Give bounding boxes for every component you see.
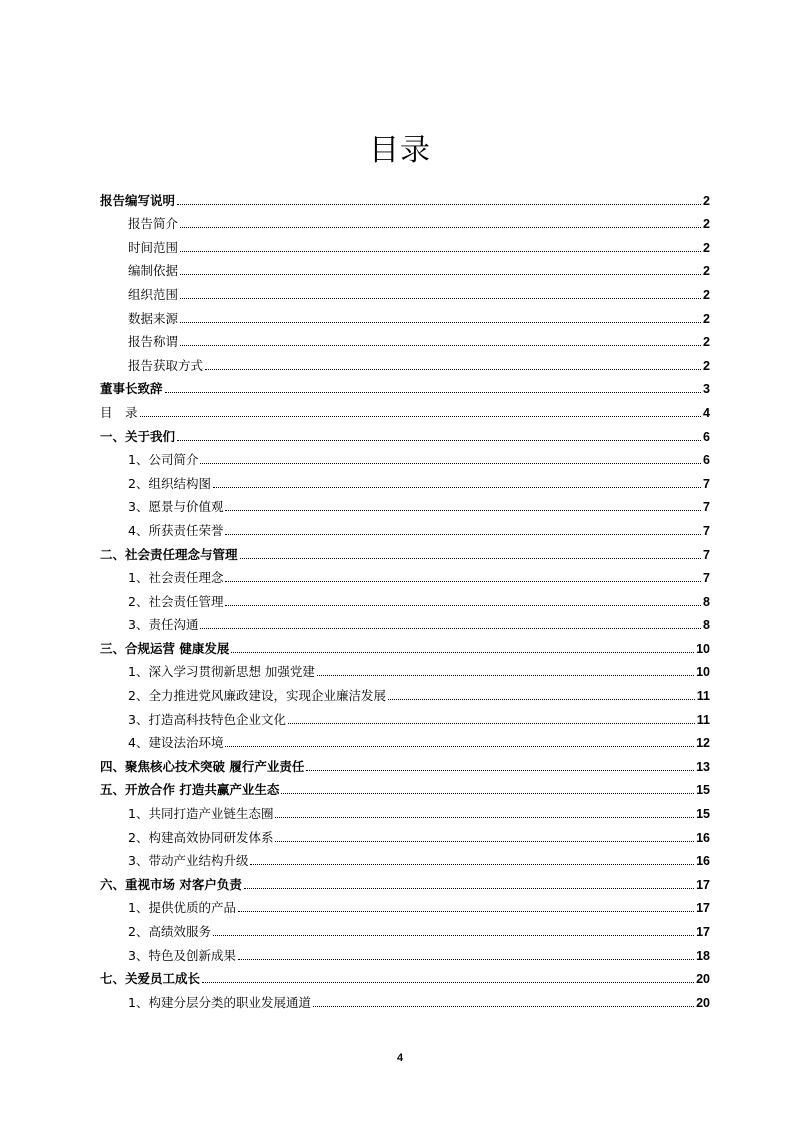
toc-dot-leader <box>205 369 701 370</box>
toc-dot-leader <box>225 510 701 511</box>
toc-entry-label: 3、责任沟通 <box>128 617 199 633</box>
toc-entry-label: 2、构建高效协同研发体系 <box>128 829 274 845</box>
toc-dot-leader <box>140 416 702 417</box>
toc-entry-page: 2 <box>703 193 710 208</box>
toc-entry-page: 13 <box>696 759 710 774</box>
toc-entry-label: 2、社会责任管理 <box>128 593 224 609</box>
toc-entry[interactable] <box>100 870 710 894</box>
table-of-contents <box>100 186 710 1012</box>
toc-entry-label: 报告获取方式 <box>128 357 204 373</box>
toc-dot-leader <box>388 699 695 700</box>
toc-dot-leader <box>213 935 694 936</box>
toc-entry-label: 四、聚焦核心技术突破 履行产业责任 <box>100 758 305 774</box>
toc-entry[interactable] <box>100 493 710 517</box>
toc-dot-leader <box>275 841 694 842</box>
toc-entry-page: 17 <box>696 925 710 939</box>
toc-entry[interactable] <box>100 351 710 375</box>
toc-entry[interactable] <box>100 186 710 210</box>
toc-entry-page: 2 <box>703 240 710 255</box>
toc-entry-label: 1、社会责任理念 <box>128 570 224 586</box>
toc-dot-leader <box>317 675 694 676</box>
toc-dot-leader <box>180 345 701 346</box>
toc-entry-page: 11 <box>696 689 710 704</box>
toc-entry-label: 报告编写说明 <box>100 192 176 208</box>
toc-entry[interactable] <box>100 823 710 847</box>
toc-entry-page: 7 <box>703 476 710 491</box>
toc-dot-leader <box>240 558 702 559</box>
toc-entry[interactable] <box>100 752 710 776</box>
toc-entry[interactable] <box>100 304 710 328</box>
toc-dot-leader <box>180 298 701 299</box>
toc-dot-leader <box>177 204 701 205</box>
toc-entry[interactable] <box>100 611 710 635</box>
toc-entry[interactable] <box>100 422 710 446</box>
toc-entry-label: 三、合规运营 健康发展 <box>100 640 230 656</box>
toc-entry-label: 1、构建分层分类的职业发展通道 <box>128 994 311 1010</box>
toc-entry-label: 2、高绩效服务 <box>128 924 211 939</box>
toc-entry[interactable] <box>100 965 710 989</box>
toc-dot-leader <box>306 770 694 771</box>
toc-dot-leader <box>202 982 694 983</box>
toc-entry-page: 7 <box>703 571 710 586</box>
toc-entry[interactable] <box>100 917 710 941</box>
toc-dot-leader <box>275 817 694 818</box>
toc-dot-leader <box>225 605 701 606</box>
page-number: 4 <box>396 1052 404 1064</box>
toc-entry-page: 4 <box>703 405 710 420</box>
toc-entry[interactable] <box>100 469 710 493</box>
toc-entry-label: 3、特色及创新成果 <box>128 947 236 963</box>
toc-entry-label: 六、重视市场 对客户负责 <box>100 876 242 892</box>
toc-entry[interactable] <box>100 398 710 422</box>
toc-entry-page: 10 <box>696 641 710 656</box>
toc-entry[interactable] <box>100 941 710 965</box>
toc-entry-page: 15 <box>696 783 710 798</box>
toc-dot-leader <box>281 793 694 794</box>
toc-dot-leader <box>288 723 695 724</box>
toc-entry-label: 4、所获责任荣誉 <box>128 522 224 538</box>
toc-entry-page: 17 <box>696 901 710 916</box>
toc-dot-leader <box>177 440 701 441</box>
toc-entry-page: 12 <box>696 736 710 751</box>
toc-entry-label: 3、带动产业结构升级 <box>128 853 249 869</box>
toc-entry-page: 6 <box>703 429 710 444</box>
toc-entry-page: 16 <box>696 854 710 869</box>
toc-entry-page: 3 <box>703 382 710 397</box>
toc-entry-label: 3、愿景与价值观 <box>128 499 224 515</box>
toc-entry[interactable] <box>100 988 710 1012</box>
toc-dot-leader <box>213 487 701 488</box>
toc-dot-leader <box>225 581 701 582</box>
toc-entry[interactable] <box>100 328 710 352</box>
toc-entry[interactable] <box>100 210 710 234</box>
toc-entry-page: 11 <box>696 712 710 727</box>
toc-entry[interactable] <box>100 705 710 729</box>
toc-entry-label: 1、公司简介 <box>128 452 199 468</box>
toc-entry-page: 2 <box>703 311 710 326</box>
toc-entry-label: 3、打造高科技特色企业文化 <box>128 711 286 727</box>
toc-entry-page: 8 <box>703 618 710 633</box>
toc-entry-label: 4、建设法治环境 <box>128 735 224 751</box>
toc-entry-label: 报告称谓 <box>128 334 179 350</box>
toc-entry-page: 2 <box>703 264 710 279</box>
toc-entry[interactable] <box>100 446 710 470</box>
toc-entry[interactable] <box>100 564 710 588</box>
toc-dot-leader <box>313 1006 694 1007</box>
toc-entry[interactable] <box>100 847 710 871</box>
toc-dot-leader <box>225 746 694 747</box>
toc-entry[interactable] <box>100 280 710 304</box>
toc-entry-label: 1、共同打造产业链生态圈 <box>128 806 274 822</box>
toc-entry-page: 16 <box>696 830 710 845</box>
toc-dot-leader <box>238 911 694 912</box>
toc-entry[interactable] <box>100 658 710 682</box>
toc-entry[interactable] <box>100 257 710 281</box>
toc-entry[interactable] <box>100 729 710 753</box>
toc-entry-page: 2 <box>703 335 710 350</box>
toc-entry[interactable] <box>100 894 710 918</box>
toc-entry-label: 数据来源 <box>128 310 179 326</box>
toc-entry-label: 1、提供优质的产品 <box>128 900 236 916</box>
toc-entry-label: 五、开放合作 打造共赢产业生态 <box>100 782 280 798</box>
toc-dot-leader <box>180 251 701 252</box>
toc-dot-leader <box>238 959 694 960</box>
page-title: 目录 <box>369 133 431 168</box>
toc-entry-label: 时间范围 <box>128 239 179 255</box>
toc-entry-page: 15 <box>696 807 710 822</box>
toc-dot-leader <box>180 322 701 323</box>
toc-entry-label: 编制依据 <box>128 263 179 279</box>
toc-dot-leader <box>180 227 701 228</box>
toc-entry-label: 一、关于我们 <box>100 428 176 444</box>
toc-entry[interactable] <box>100 233 710 257</box>
toc-entry-page: 2 <box>703 358 710 373</box>
toc-entry-label: 七、关爱员工成长 <box>100 971 201 987</box>
toc-entry-page: 7 <box>703 500 710 515</box>
toc-entry-page: 20 <box>696 995 710 1010</box>
toc-entry-page: 2 <box>703 217 710 232</box>
toc-entry-label: 目 录 <box>100 404 138 420</box>
toc-entry-page: 17 <box>696 877 710 892</box>
toc-entry-label: 2、组织结构图 <box>128 475 211 491</box>
toc-dot-leader <box>225 534 701 535</box>
toc-entry-label: 1、深入学习贯彻新思想 加强党建 <box>128 664 315 680</box>
toc-entry[interactable] <box>100 776 710 800</box>
toc-entry-page: 18 <box>696 948 710 963</box>
toc-entry-label: 组织范围 <box>128 286 179 302</box>
toc-entry-label: 二、社会责任理念与管理 <box>100 546 238 562</box>
toc-entry[interactable] <box>100 681 710 705</box>
toc-entry-label: 董事长致辞 <box>100 381 163 397</box>
toc-entry-page: 10 <box>696 665 710 680</box>
toc-entry-label: 报告简介 <box>128 216 179 232</box>
toc-dot-leader <box>200 628 701 629</box>
toc-entry-label: 2、全力推进党风廉政建设，实现企业廉洁发展 <box>128 688 386 704</box>
toc-entry[interactable] <box>100 375 710 399</box>
toc-dot-leader <box>200 463 701 464</box>
toc-entry-page: 7 <box>703 523 710 538</box>
toc-dot-leader <box>244 888 694 889</box>
toc-entry[interactable] <box>100 587 710 611</box>
toc-entry[interactable] <box>100 540 710 564</box>
toc-entry-page: 2 <box>703 287 710 302</box>
toc-entry[interactable] <box>100 516 710 540</box>
toc-dot-leader <box>250 864 694 865</box>
toc-entry-page: 8 <box>703 594 710 609</box>
toc-dot-leader <box>180 274 701 275</box>
toc-entry-page: 6 <box>703 453 710 468</box>
toc-entry[interactable] <box>100 634 710 658</box>
toc-dot-leader <box>231 652 694 653</box>
toc-entry-page: 7 <box>703 547 710 562</box>
toc-dot-leader <box>165 392 702 393</box>
toc-entry-page: 20 <box>696 972 710 987</box>
toc-entry[interactable] <box>100 799 710 823</box>
